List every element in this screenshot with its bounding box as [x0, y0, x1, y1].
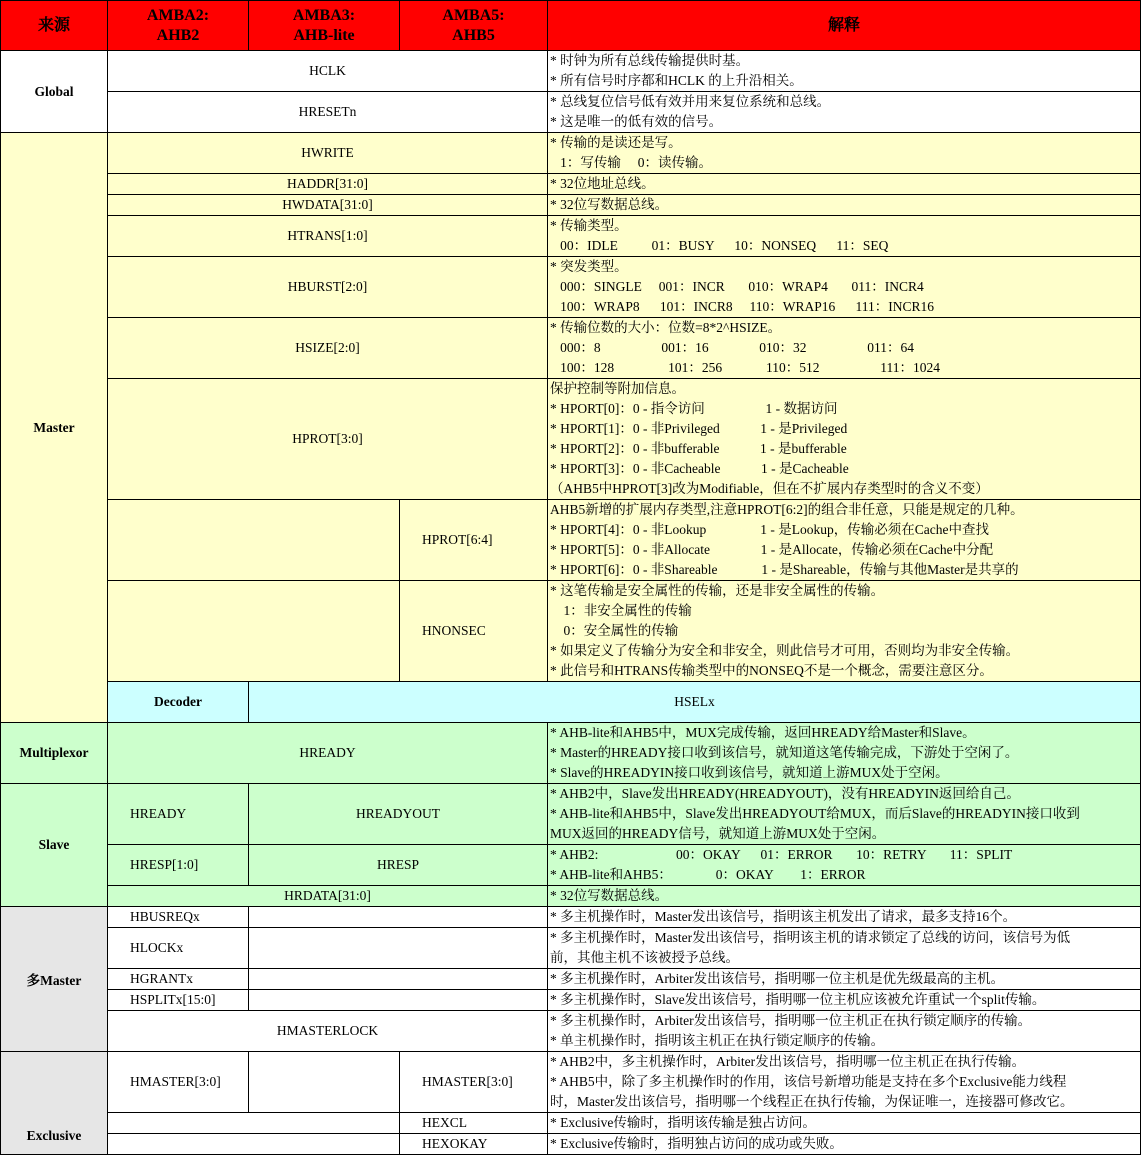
header-amba2: AMBA2: AHB2 — [108, 1, 249, 51]
table-row — [1, 318, 1141, 379]
signal-hburst: HBURST[2:0] — [108, 257, 548, 318]
table-row — [1, 784, 1141, 845]
desc-hexcl — [548, 1113, 1141, 1134]
desc-hsplit — [548, 990, 1141, 1011]
signal-hresp-ahb2: HRESP[1:0] — [108, 845, 249, 886]
desc-hlock — [548, 928, 1141, 969]
table-row — [1, 51, 1141, 92]
signal-hsplit: HSPLITx[15:0] — [108, 990, 249, 1011]
table-row — [1, 174, 1141, 195]
source-slave: Slave — [1, 784, 108, 907]
desc-line: 时，Master发出该信号，指明哪一个线程正在执行传输，为保证唯一，连接器可修改它。 — [550, 1094, 1074, 1109]
empty-cell — [249, 969, 548, 990]
signal-hprot64: HPROT[6:4] — [400, 500, 548, 581]
table-row — [1, 500, 1141, 581]
desc-line: AHB5新增的扩展内存类型,注意HPROT[6:2]的组合非任意，只能是规定的几种。 — [550, 502, 1024, 517]
desc-line: * AHB-lite和AHB5： 0：OKAY 1：ERROR — [550, 867, 866, 882]
table-row — [1, 1052, 1141, 1113]
table-row — [1, 1011, 1141, 1052]
signal-hexcl: HEXCL — [400, 1113, 548, 1134]
desc-line: 000：8 001：16 010：32 011：64 — [550, 340, 914, 355]
table-row — [1, 379, 1141, 500]
desc-hprot64 — [548, 500, 1141, 581]
signal-hready-slave-ahb2: HREADY — [108, 784, 249, 845]
desc-line: * 32位写数据总线。 — [550, 197, 669, 212]
desc-hmaster — [548, 1052, 1141, 1113]
signal-hgrant: HGRANTx — [108, 969, 249, 990]
table-row — [1, 682, 1141, 723]
desc-hrdata — [548, 886, 1141, 907]
table-row — [1, 990, 1141, 1011]
desc-line: 100：WRAP8 101：INCR8 110：WRAP16 111：INCR16 — [550, 299, 935, 314]
desc-line: * AHB-lite和AHB5中，Slave发出HREADYOUT给MUX，而后Slave的HREADYIN接口收到 — [550, 806, 1080, 821]
signal-htrans: HTRANS[1:0] — [108, 216, 548, 257]
header-amba3: AMBA3: AHB-lite — [249, 1, 400, 51]
desc-hwdata — [548, 195, 1141, 216]
desc-line: * 传输类型。 — [550, 218, 628, 233]
signal-hwdata: HWDATA[31:0] — [108, 195, 548, 216]
desc-line: * 时钟为所有总线传输提供时基。 — [550, 53, 750, 68]
desc-haddr — [548, 174, 1141, 195]
desc-line: * 此信号和HTRANS传输类型中的NONSEQ不是一个概念，需要注意区分。 — [550, 663, 993, 678]
empty-cell — [249, 928, 548, 969]
header-amba5: AMBA5: AHB5 — [400, 1, 548, 51]
desc-line: * 传输的是读还是写。 — [550, 135, 682, 150]
desc-line: * 这是唯一的低有效的信号。 — [550, 114, 723, 129]
desc-line: * 多主机操作时，Arbiter发出该信号，指明哪一位主机是优先级最高的主机。 — [550, 971, 1005, 986]
signal-hlock: HLOCKx — [108, 928, 249, 969]
desc-line: 1：非安全属性的传输 — [550, 603, 692, 618]
desc-line: MUX返回的HREADY信号，就知道上游MUX处于空闲。 — [550, 826, 886, 841]
table-row — [1, 581, 1141, 682]
desc-line: * Exclusive传输时，指明独占访问的成功或失败。 — [550, 1136, 843, 1151]
desc-line: * AHB2中，Slave发出HREADY(HREADYOUT)，没有HREADYIN返回给自己。 — [550, 786, 1020, 801]
table-row — [1, 928, 1141, 969]
desc-line: 保护控制等附加信息。 — [550, 381, 685, 396]
desc-line: * AHB-lite和AHB5中，MUX完成传输，返回HREADY给Master和Slave。 — [550, 725, 976, 740]
empty-cell — [108, 581, 400, 682]
desc-line: * AHB2中，多主机操作时，Arbiter发出该信号，指明哪一位主机正在执行传输。 — [550, 1054, 1026, 1069]
desc-line: * 所有信号时序都和HCLK 的上升沿相关。 — [550, 73, 803, 88]
desc-line: 000：SINGLE 001：INCR 010：WRAP4 011：INCR4 — [550, 279, 924, 294]
desc-hprot — [548, 379, 1141, 500]
desc-line: * HPORT[5]：0 - 非Allocate 1 - 是Allocate，传输必须在Cache中分配 — [550, 542, 994, 557]
desc-line: 前，其他主机不该被授予总线。 — [550, 950, 739, 965]
source-decoder: Decoder — [108, 682, 249, 723]
table-row — [1, 1134, 1141, 1155]
table-row — [1, 133, 1141, 174]
table-row — [1, 907, 1141, 928]
header-explanation: 解释 — [548, 1, 1141, 51]
desc-line: * HPORT[6]：0 - 非Shareable 1 - 是Shareable，传输与其他Master是共享的 — [550, 562, 1019, 577]
desc-line: 00：IDLE 01：BUSY 10：NONSEQ 11：SEQ — [550, 238, 889, 253]
table-row — [1, 845, 1141, 886]
table-row — [1, 92, 1141, 133]
signal-hwrite: HWRITE — [108, 133, 548, 174]
desc-hnonsec — [548, 581, 1141, 682]
source-multi-master: 多Master — [1, 907, 108, 1052]
desc-line: * 多主机操作时，Arbiter发出该信号，指明哪一位主机正在执行锁定顺序的传输。 — [550, 1013, 1032, 1028]
desc-line: * HPORT[2]：0 - 非bufferable 1 - 是bufferable — [550, 441, 847, 456]
signal-hexokay: HEXOKAY — [400, 1134, 548, 1155]
empty-cell — [108, 1113, 400, 1134]
signal-hsel: HSELx — [249, 682, 1141, 723]
desc-line: 0：安全属性的传输 — [550, 623, 679, 638]
desc-hready-slave — [548, 784, 1141, 845]
signal-hmaster-ahb5: HMASTER[3:0] — [400, 1052, 548, 1113]
desc-line: * Master的HREADY接口收到该信号，就知道这笔传输完成，下游处于空闲了。 — [550, 745, 1019, 760]
table-row — [1, 886, 1141, 907]
signal-hresp-lite: HRESP — [249, 845, 548, 886]
desc-line: * 如果定义了传输分为安全和非安全，则此信号才可用，否则均为非安全传输。 — [550, 643, 1020, 658]
source-multiplexor: Multiplexor — [1, 723, 108, 784]
desc-line: * AHB2: 00：OKAY 01：ERROR 10：RETRY 11：SPLIT — [550, 847, 1013, 862]
signal-hready-mux: HREADY — [108, 723, 548, 784]
desc-line: * 32位写数据总线。 — [550, 888, 669, 903]
desc-line: * 突发类型。 — [550, 259, 628, 274]
empty-cell — [249, 1052, 400, 1113]
table-row — [1, 195, 1141, 216]
header-row — [1, 1, 1141, 51]
table-row — [1, 1113, 1141, 1134]
signal-hsize: HSIZE[2:0] — [108, 318, 548, 379]
signal-haddr: HADDR[31:0] — [108, 174, 548, 195]
desc-line: * HPORT[3]：0 - 非Cacheable 1 - 是Cacheable — [550, 461, 849, 476]
desc-line: * 32位地址总线。 — [550, 176, 655, 191]
desc-line: * HPORT[4]：0 - 非Lookup 1 - 是Lookup，传输必须在Cache中查找 — [550, 522, 990, 537]
empty-cell — [108, 500, 400, 581]
desc-line: 100：128 101：256 110：512 111：1024 — [550, 360, 940, 375]
desc-line: （AHB5中HPROT[3]改为Modifiable，但在不扩展内存类型时的含义不变） — [550, 481, 989, 496]
signal-hnonsec: HNONSEC — [400, 581, 548, 682]
table-row — [1, 216, 1141, 257]
signal-hbusreq: HBUSREQx — [108, 907, 249, 928]
desc-line: * 多主机操作时，Master发出该信号，指明该主机发出了请求，最多支持16个。 — [550, 909, 1017, 924]
desc-hgrant — [548, 969, 1141, 990]
desc-line: * 总线复位信号低有效并用来复位系统和总线。 — [550, 94, 831, 109]
desc-line: * AHB5中，除了多主机操作时的作用，该信号新增功能是支持在多个Exclusive能力线程 — [550, 1074, 1067, 1089]
desc-line: 1：写传输 0：读传输。 — [550, 155, 712, 170]
desc-line: * 单主机操作时，指明该主机正在执行锁定顺序的传输。 — [550, 1033, 885, 1048]
desc-hready-mux — [548, 723, 1141, 784]
desc-line: * 多主机操作时，Slave发出该信号，指明哪一位主机应该被允许重试一个split传输。 — [550, 992, 1046, 1007]
empty-cell — [249, 907, 548, 928]
desc-line: * HPORT[0]：0 - 指令访问 1 - 数据访问 — [550, 401, 838, 416]
desc-line: * 传输位数的大小：位数=8*2^HSIZE。 — [550, 320, 782, 335]
source-exclusive: Exclusive — [1, 1052, 108, 1155]
table-row — [1, 257, 1141, 318]
desc-line: * Exclusive传输时，指明该传输是独占访问。 — [550, 1115, 816, 1130]
source-master: Master — [1, 133, 108, 723]
desc-hsize — [548, 318, 1141, 379]
signal-hrdata: HRDATA[31:0] — [108, 886, 548, 907]
table-row — [1, 969, 1141, 990]
table-row — [1, 723, 1141, 784]
desc-hmasterlock — [548, 1011, 1141, 1052]
desc-hburst — [548, 257, 1141, 318]
desc-hclk — [548, 51, 1141, 92]
signal-hclk: HCLK — [108, 51, 548, 92]
desc-hbusreq — [548, 907, 1141, 928]
desc-line: * HPORT[1]：0 - 非Privileged 1 - 是Privileged — [550, 421, 848, 436]
signal-hmasterlock: HMASTERLOCK — [108, 1011, 548, 1052]
empty-cell — [108, 1134, 400, 1155]
signal-hmaster-ahb2: HMASTER[3:0] — [108, 1052, 249, 1113]
header-source: 来源 — [1, 1, 108, 51]
desc-hwrite — [548, 133, 1141, 174]
empty-cell — [249, 990, 548, 1011]
signal-hreadyout: HREADYOUT — [249, 784, 548, 845]
signal-hresetn: HRESETn — [108, 92, 548, 133]
source-global: Global — [1, 51, 108, 133]
desc-hresp — [548, 845, 1141, 886]
desc-htrans — [548, 216, 1141, 257]
desc-line: * 多主机操作时，Master发出该信号，指明该主机的请求锁定了总线的访问，该信号为低 — [550, 930, 1071, 945]
desc-line: * 这笔传输是安全属性的传输，还是非安全属性的传输。 — [550, 583, 885, 598]
desc-line: * Slave的HREADYIN接口收到该信号，就知道上游MUX处于空闲。 — [550, 765, 949, 780]
desc-hexokay — [548, 1134, 1141, 1155]
desc-hresetn — [548, 92, 1141, 133]
signal-hprot: HPROT[3:0] — [108, 379, 548, 500]
